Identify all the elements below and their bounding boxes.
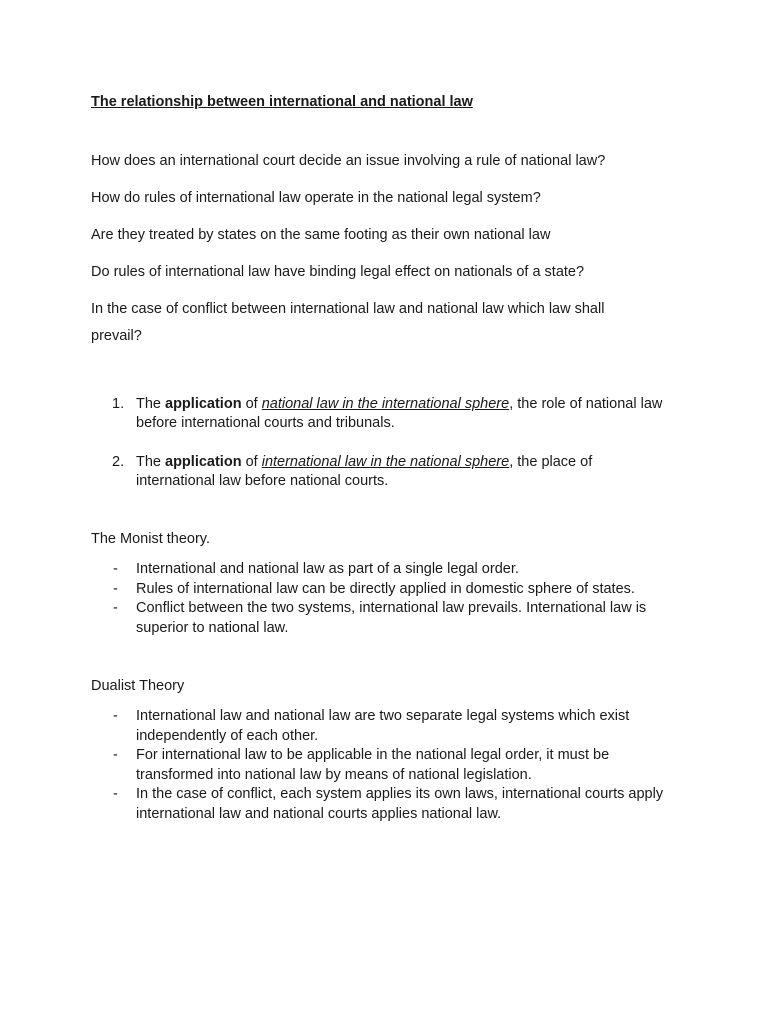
list-item xyxy=(113,580,673,600)
bullet-dash: - xyxy=(113,708,118,724)
list-item xyxy=(113,746,673,785)
list-item-text: For international law to be applicable in the national legal order, it must be transformed into national law by means of national legislation. xyxy=(136,747,610,783)
list-item-text: Conflict between the two systems, international law prevails. International law is superior to national law. xyxy=(136,600,647,636)
list-item-text: International and national law as part of a single legal order. xyxy=(136,561,519,577)
item-text-post: , the place of international law before national courts. xyxy=(136,454,593,489)
list-item xyxy=(113,599,673,638)
bullet-dash: - xyxy=(113,747,118,763)
item-number: 2. xyxy=(112,454,125,470)
numbered-list-2 xyxy=(112,453,672,491)
item-emphasis: national law in the international sphere xyxy=(261,396,510,412)
numbered-item-1 xyxy=(112,395,672,433)
monist-heading: The Monist theory. xyxy=(91,531,211,547)
bullet-dash: - xyxy=(113,561,118,577)
item-emphasis: international law in the national sphere xyxy=(261,454,510,470)
document-title: The relationship between international and national law xyxy=(91,94,473,110)
dualist-list xyxy=(113,707,673,824)
question-4: Do rules of international law have binding legal effect on nationals of a state? xyxy=(91,264,585,280)
list-item xyxy=(113,560,673,580)
bullet-dash: - xyxy=(113,786,118,802)
list-item xyxy=(113,785,673,824)
list-item-text: Rules of international law can be directly applied in domestic sphere of states. xyxy=(136,580,635,597)
question-1: How does an international court decide an issue involving a rule of national law? xyxy=(91,153,606,169)
bullet-dash: - xyxy=(113,600,118,616)
dualist-heading: Dualist Theory xyxy=(91,678,185,694)
item-text-mid: of xyxy=(241,454,262,470)
item-number: 1. xyxy=(112,396,125,412)
item-bold-term: application xyxy=(165,454,242,470)
item-text-mid: of xyxy=(241,396,262,412)
list-item-text: International law and national law are two separate legal systems which exist independently of each other. xyxy=(136,708,630,744)
question-2: How do rules of international law operate in the national legal system? xyxy=(91,190,541,206)
numbered-list xyxy=(112,395,672,433)
bullet-dash: - xyxy=(113,580,118,597)
numbered-item-2 xyxy=(112,453,672,491)
item-text-pre: The xyxy=(136,454,166,470)
item-text-pre: The xyxy=(136,396,166,412)
item-text-post: , the role of national law before international courts and tribunals. xyxy=(136,396,663,431)
list-item-text: In the case of conflict, each system applies its own laws, international courts apply international law and national courts applies national law. xyxy=(136,786,664,822)
list-item xyxy=(113,707,673,746)
question-5: In the case of conflict between international law and national law which law shall prevail? xyxy=(91,301,605,344)
item-bold-term: application xyxy=(165,396,242,412)
monist-list xyxy=(113,560,673,638)
question-3: Are they treated by states on the same footing as their own national law xyxy=(91,227,551,243)
